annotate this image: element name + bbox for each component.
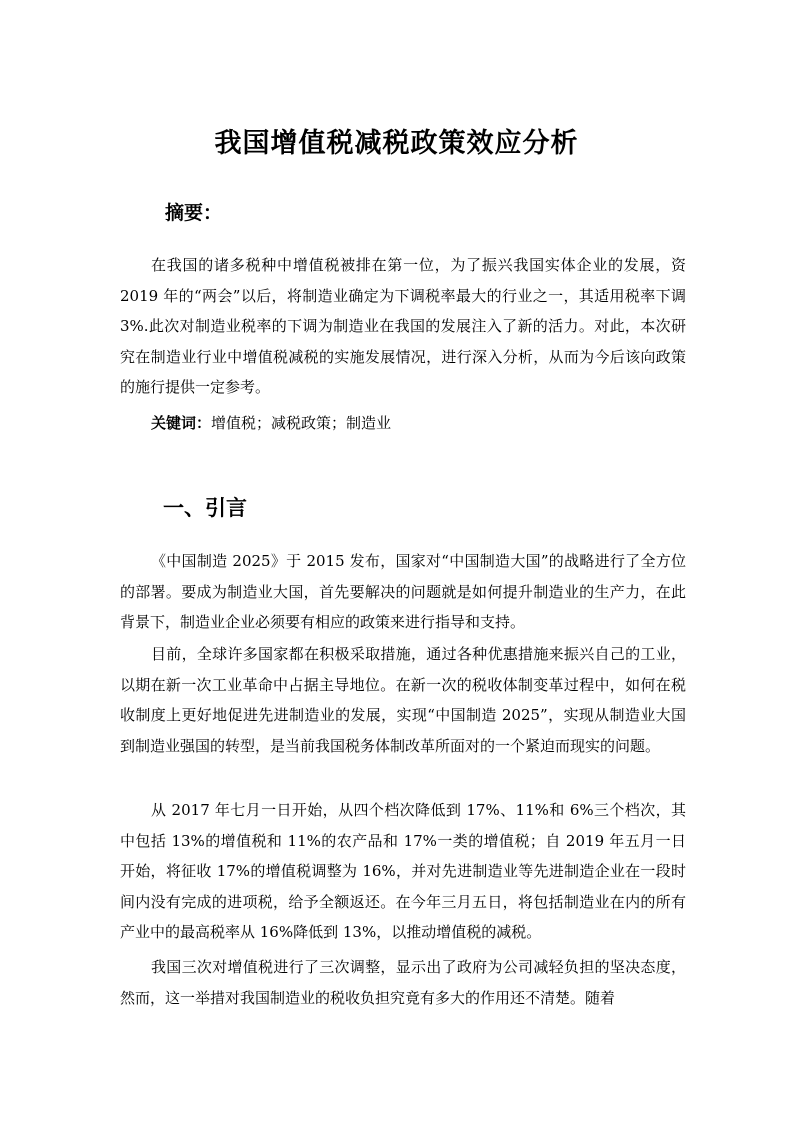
abstract-paragraph: 在我国的诸多税种中增值税被排在第一位，为了振兴我国实体企业的发展，资 2019 年的“两会”以后，将制造业确定为下调税率最大的行业之一，其适用税率下调 3%.此次对制造业税率的下调为制造业在我国的发展注入了新的活力。对此，本次研究在制造业行业中增值税减税的实施发展情况，进行深入分析，从而为今后该向政策的施行提供一定参考。 (120, 256, 686, 396)
document-title: 我国增值税减税政策效应分析 (214, 128, 579, 159)
section-heading-introduction: 一、引言 (163, 496, 247, 520)
keywords-line (151, 408, 391, 438)
abstract-label: 摘要： (165, 202, 223, 224)
intro-paragraph-4: 我国三次对增值税进行了三次调整，显示出了政府为公司减轻负担的坚决态度，然而，这一举措对我国制造业的税收负担究竟有多大的作用还不清楚。随着 (120, 958, 686, 1007)
intro-paragraph-2: 目前，全球许多国家都在积极采取措施，通过各种优惠措施来振兴自己的工业，以期在新一次工业革命中占据主导地位。在新一次的税收体制变革过程中，如何在税收制度上更好地促进先进制造业的发展，实现“中国制造 2025”，实现从制造业大国到制造业强国的转型，是当前我国税务体制改革所面对的一个紧迫而现实的问题。 (120, 645, 686, 755)
keywords-label: 关键词： (151, 414, 212, 432)
keywords-text: 增值税；减税政策；制造业 (211, 414, 392, 432)
intro-paragraph-1: 《中国制造 2025》于 2015 发布，国家对“中国制造大国”的战略进行了全方位的部署。要成为制造业大国，首先要解决的问题就是如何提升制造业的生产力，在此背景下，制造业企业必须要有相应的政策来进行指导和支持。 (120, 552, 686, 631)
intro-paragraph-3: 从 2017 年七月一日开始，从四个档次降低到 17%、11%和 6%三个档次，其中包括 13%的增值税和 11%的农产品和 17%一类的增值税；自 2019 年五月一日开始，将征收 17%的增值税调整为 16%，并对先进制造业等先进制造企业在一段时间内没有完成的进项税，给予全额返还。在今年三月五日，将包括制造业在内的所有产业中的最高税率从 16%降低到 13%，以推动增值税的减税。 (120, 801, 686, 941)
